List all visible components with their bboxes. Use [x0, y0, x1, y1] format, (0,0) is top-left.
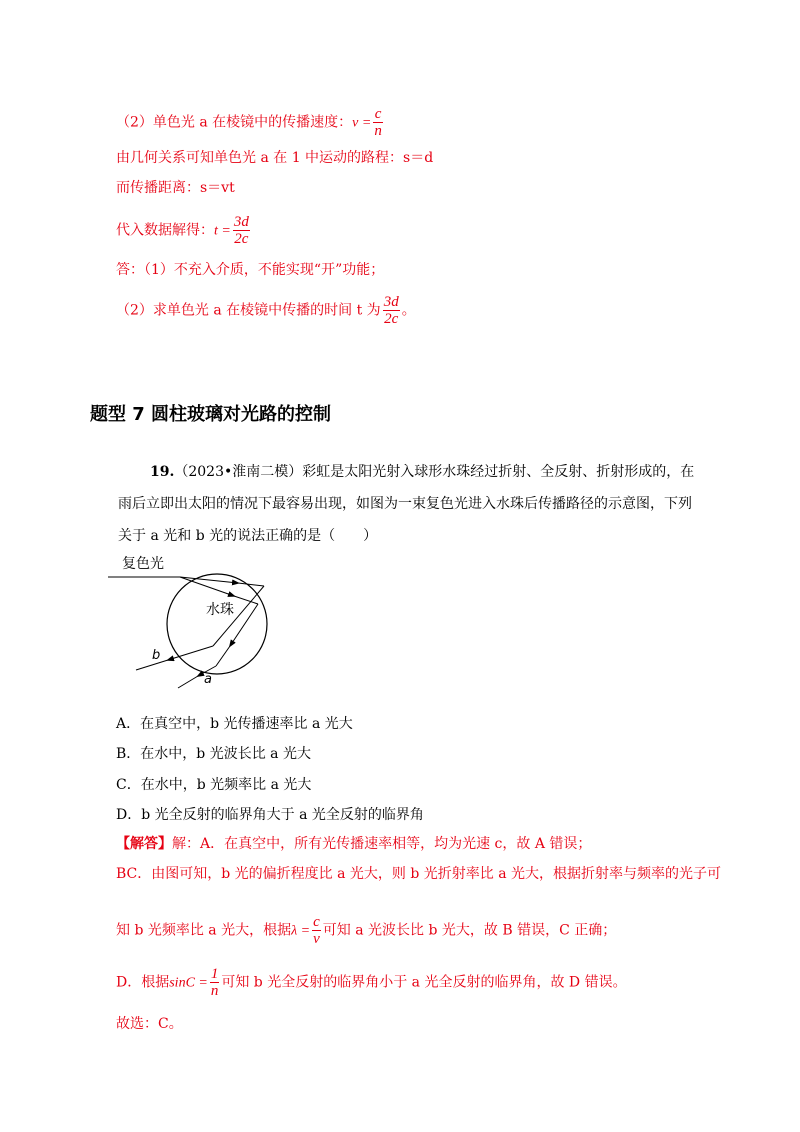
- lambda-eq-lhs: λ =: [291, 923, 311, 939]
- velocity-text: （2）单色光 a 在棱镜中的传播速度：: [116, 114, 353, 131]
- sinc-fraction: [210, 966, 220, 999]
- solve-fraction: [233, 214, 250, 247]
- solution-tag: 【解答】: [116, 836, 172, 852]
- solution-line-1: [116, 834, 591, 854]
- question-line-3: 关于 a 光和 b 光的说法正确的是（ ）: [118, 528, 378, 544]
- velocity-eq-lhs: v =: [352, 115, 372, 131]
- path-length-line: 由几何关系可知单色光 a 在 1 中运动的路程：s＝d: [116, 150, 434, 166]
- fraction-denominator: n: [210, 983, 219, 999]
- solution-text-4: D．根据: [116, 974, 170, 991]
- answer-fraction: [383, 294, 400, 327]
- velocity-line: [116, 106, 385, 139]
- solution-line-2: BC．由图可知，b 光的偏折程度比 a 光大，则 b 光折射率比 a 光大，根据折射率与频率的光子可: [116, 866, 722, 882]
- section-title: 题型 7 圆柱玻璃对光路的控制: [90, 404, 332, 425]
- question-line-2: 雨后立即出太阳的情况下最容易出现，如图为一束复色光进入水珠后传播路径的示意图，下列: [118, 496, 692, 512]
- option-a: A．在真空中，b 光传播速率比 a 光大: [116, 716, 353, 732]
- fraction-denominator: 2c: [234, 231, 249, 247]
- fraction-denominator: v: [313, 931, 320, 947]
- water-drop-circle: [167, 574, 267, 674]
- ray-inside-1b: [238, 583, 264, 586]
- solution-text-3: 知 b 光频率比 a 光大，根据: [116, 922, 292, 939]
- option-c: C．在水中，b 光频率比 a 光大: [116, 777, 312, 793]
- fraction-numerator: 3d: [383, 294, 399, 310]
- solution-text-1: 解：A．在真空中，所有光传播速率相等，均为光速 c，故 A 错误；: [172, 836, 592, 852]
- solution-line-5: 故选：C。: [116, 1016, 183, 1032]
- question-number: 19.: [150, 464, 175, 480]
- answer-text: （2）求单色光 a 在棱镜中传播的时间 t 为: [116, 302, 381, 319]
- solution-text-4b: 可知 b 光全反射的临界角小于 a 光全反射的临界角，故 D 错误。: [221, 974, 627, 991]
- water-drop-diagram: [108, 548, 288, 698]
- question-text-1: （2023•淮南二模）彩虹是太阳光射入球形水珠经过折射、全反射、折射形成的，在: [174, 464, 695, 480]
- answer-line-1: 答：（1）不充入介质，不能实现“开”功能；: [116, 262, 385, 278]
- option-b: B．在水中，b 光波长比 a 光大: [116, 746, 311, 762]
- question-line-1: [150, 462, 694, 482]
- fraction-numerator: 1: [210, 966, 219, 982]
- fraction-numerator: c: [374, 106, 382, 122]
- fraction-denominator: 2c: [384, 311, 399, 327]
- reflected-ray-a2: [216, 646, 230, 666]
- lambda-fraction: [312, 914, 321, 947]
- fraction-denominator: n: [374, 123, 382, 139]
- diagram-svg: [108, 548, 288, 698]
- exit-ray-a2: [178, 676, 198, 688]
- answer-line-2: [116, 294, 416, 327]
- solution-text-3b: 可知 a 光波长比 b 光大，故 B 错误，C 正确；: [322, 922, 617, 939]
- sinc-eq-lhs: sinC =: [169, 975, 208, 991]
- option-d: D．b 光全反射的临界角大于 a 光全反射的临界角: [116, 807, 424, 823]
- solve-text: 代入数据解得：: [116, 222, 214, 239]
- fraction-numerator: 3d: [233, 214, 249, 230]
- distance-line: 而传播距离：s＝vt: [116, 180, 235, 196]
- solution-line-3: [116, 914, 616, 947]
- solve-line: [116, 214, 252, 247]
- fraction-numerator: c: [313, 914, 320, 930]
- solution-line-4: [116, 966, 627, 999]
- label-b: b: [152, 648, 161, 663]
- label-composite-light: 复色光: [122, 556, 164, 572]
- label-a: a: [204, 672, 212, 687]
- velocity-fraction: [373, 106, 383, 139]
- exit-ray-b: [168, 646, 213, 660]
- solve-eq-lhs: t =: [214, 223, 231, 239]
- label-water-drop: 水珠: [206, 602, 234, 618]
- answer-suffix: 。: [401, 302, 416, 319]
